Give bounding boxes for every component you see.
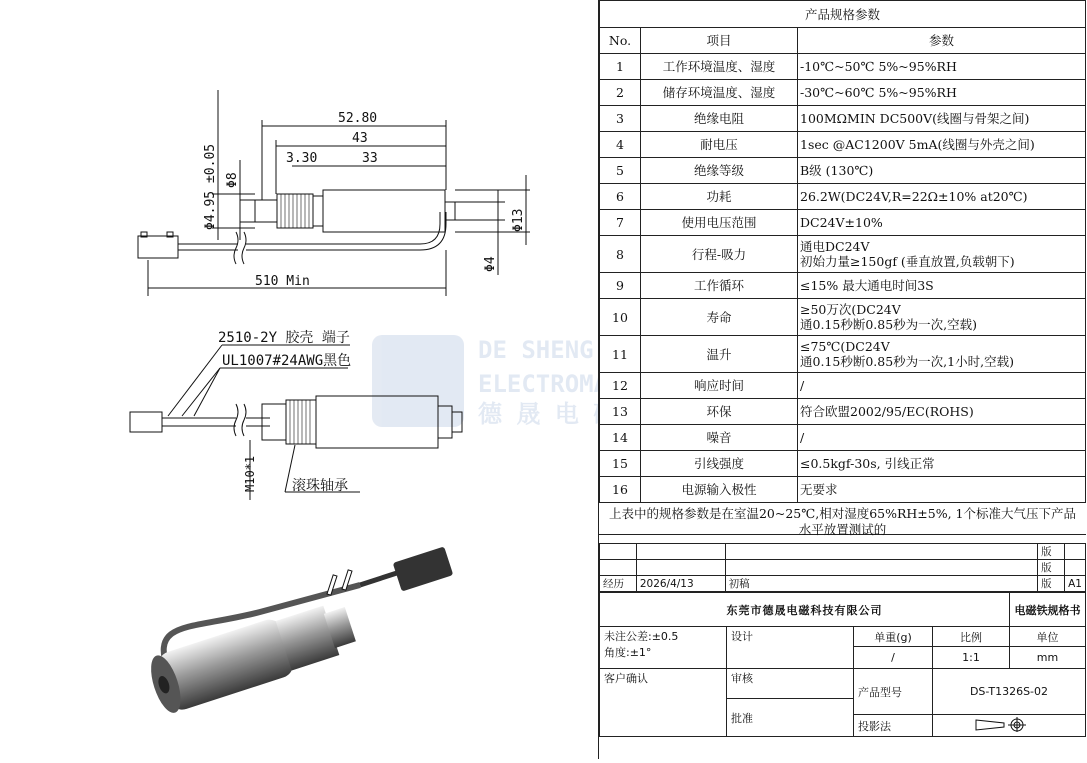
unit-value: mm <box>1010 647 1086 669</box>
spec-row-value-line2: 通0.15秒断0.85秒为一次,1小时,空载) <box>800 354 1014 369</box>
spec-row <box>600 210 1086 236</box>
spec-row <box>600 336 1086 373</box>
spec-row <box>600 80 1086 106</box>
spec-row <box>600 399 1086 425</box>
spec-row-value <box>798 477 1086 503</box>
spec-row-value-line: 通电DC24V <box>800 239 870 254</box>
scale-value: 1:1 <box>933 647 1010 669</box>
rev-ban-2: 版 <box>1038 560 1065 576</box>
bearing-callout: 滚珠轴承 <box>292 478 348 494</box>
dim-left-dia: Φ4.95 ±0.05 <box>203 143 218 230</box>
spec-row <box>600 451 1086 477</box>
spec-row-value <box>798 54 1086 80</box>
spec-row-no: 2 <box>600 80 641 106</box>
dim-33: 33 <box>362 151 378 166</box>
dim-shaft-dia: Φ8 <box>225 172 240 188</box>
customer-label: 客户确认 <box>600 669 727 737</box>
spec-row-item: 工作环境温度、湿度 <box>641 54 798 80</box>
model-value: DS-T1326S-02 <box>933 669 1086 715</box>
spec-sheet <box>598 0 1086 759</box>
spec-row-value-line: ≤75℃(DC24V <box>800 339 890 354</box>
spec-row-item: 行程-吸力 <box>641 236 798 273</box>
spec-row-value-line2: 通0.15秒断0.85秒为一次,空载) <box>800 317 978 332</box>
spec-row-value-line: / <box>800 378 805 393</box>
spec-note: 上表中的规格参数是在室温20~25℃,相对湿度65%RH±5%, 1个标准大气压下产品水平放置测试的 <box>599 503 1086 535</box>
rev-ban-3: 版 <box>1038 576 1065 592</box>
spec-row-value <box>798 158 1086 184</box>
connector-shape <box>138 236 178 258</box>
spec-row-no: 3 <box>600 106 641 132</box>
design-label: 设计 <box>727 627 854 669</box>
dim-43: 43 <box>352 131 368 146</box>
review-label: 审核 <box>727 669 854 699</box>
spec-row-no: 9 <box>600 273 641 299</box>
weight-label: 单重(g) <box>854 627 933 647</box>
spec-row-value-line: -30℃~60℃ 5%~95%RH <box>800 85 957 100</box>
header-param: 参数 <box>798 28 1086 54</box>
header-item: 项目 <box>641 28 798 54</box>
svg-text:DE SHENG: DE SHENG <box>478 336 594 364</box>
doc-title: 电磁铁规格书 <box>1010 593 1086 627</box>
dim-overall: 52.80 <box>338 111 378 126</box>
spec-row-value <box>798 273 1086 299</box>
spec-row-value-line: 符合欧盟2002/95/EC(ROHS) <box>800 404 974 419</box>
spec-row-value <box>798 373 1086 399</box>
angle-text: 角度:±1° <box>604 646 652 659</box>
projection-symbol <box>933 715 1086 737</box>
spec-row-value-line: DC24V±10% <box>800 215 883 230</box>
spec-row-item: 寿命 <box>641 299 798 336</box>
spec-row-value-line: ≥50万次(DC24V <box>800 302 901 317</box>
spec-row-value-line: 1sec @AC1200V 5mA(线圈与外壳之间) <box>800 137 1035 152</box>
rev-version: A1 <box>1065 576 1086 592</box>
spec-row-value-line: 26.2W(DC24V,R=22Ω±10% at20℃) <box>800 189 1028 204</box>
spec-row-no: 5 <box>600 158 641 184</box>
spec-row-value-line: ≤0.5kgf-30s, 引线正常 <box>800 456 935 471</box>
dim-offset: 3.30 <box>286 151 318 166</box>
spec-row <box>600 236 1086 273</box>
spec-row-no: 14 <box>600 425 641 451</box>
spec-row-item: 储存环境温度、湿度 <box>641 80 798 106</box>
spec-row-value-line2: 初始力量≥150gf (垂直放置,负载朝下) <box>800 254 1015 269</box>
spec-row-value <box>798 236 1086 273</box>
tolerance-cell <box>600 627 727 669</box>
thread-section <box>277 194 313 228</box>
model-label: 产品型号 <box>854 669 933 715</box>
header-no: No. <box>600 28 641 54</box>
svg-text:德 晟 电 磁: 德 晟 电 <box>478 400 579 428</box>
spec-row-item: 响应时间 <box>641 373 798 399</box>
svg-text:ELECTROMAGNETISM: ELECTROM <box>478 370 594 398</box>
spec-row-item: 噪音 <box>641 425 798 451</box>
spec-row-item: 温升 <box>641 336 798 373</box>
spec-row <box>600 158 1086 184</box>
rev-ban-1: 版 <box>1038 544 1065 560</box>
spec-row-no: 11 <box>600 336 641 373</box>
spec-table <box>599 0 1086 503</box>
spec-row-value <box>798 399 1086 425</box>
spec-row-item: 使用电压范围 <box>641 210 798 236</box>
spec-row-value-line: 100MΩMIN DC500V(线圈与骨架之间) <box>800 111 1030 126</box>
top-view <box>138 90 530 296</box>
spec-row <box>600 132 1086 158</box>
watermark <box>372 335 598 428</box>
tolerance-text: 未注公差:±0.5 <box>604 630 679 643</box>
spec-row-no: 15 <box>600 451 641 477</box>
spec-row-value <box>798 425 1086 451</box>
product-render <box>145 546 453 716</box>
spec-row <box>600 373 1086 399</box>
coil-body <box>323 190 445 232</box>
spec-row <box>600 106 1086 132</box>
spec-row-value <box>798 299 1086 336</box>
spec-row-value <box>798 80 1086 106</box>
spec-row-value <box>798 132 1086 158</box>
spec-row <box>600 54 1086 80</box>
spec-row-value <box>798 210 1086 236</box>
spec-row <box>600 273 1086 299</box>
spec-row-no: 7 <box>600 210 641 236</box>
unit-label: 单位 <box>1010 627 1086 647</box>
spec-row-item: 电源输入极性 <box>641 477 798 503</box>
spec-row-no: 1 <box>600 54 641 80</box>
weight-value: / <box>854 647 933 669</box>
revision-table <box>599 543 1086 592</box>
dim-body-dia: Φ13 <box>511 208 526 232</box>
scale-label: 比例 <box>933 627 1010 647</box>
spec-row-no: 8 <box>600 236 641 273</box>
spec-row-item: 绝缘等级 <box>641 158 798 184</box>
spec-row-item: 绝缘电阻 <box>641 106 798 132</box>
spec-row-no: 10 <box>600 299 641 336</box>
spec-row-no: 13 <box>600 399 641 425</box>
spec-title: 产品规格参数 <box>600 1 1086 28</box>
spec-row <box>600 299 1086 336</box>
title-block <box>599 592 1086 737</box>
spec-row-value <box>798 451 1086 477</box>
spec-row-item: 工作循环 <box>641 273 798 299</box>
dim-lead: 510 Min <box>255 274 310 289</box>
spec-row-item: 功耗 <box>641 184 798 210</box>
spec-row <box>600 184 1086 210</box>
spec-row <box>600 477 1086 503</box>
rev-history-label: 经历 <box>600 576 637 592</box>
approve-label: 批准 <box>727 699 854 737</box>
rev-desc: 初稿 <box>725 576 1038 592</box>
spec-row-no: 16 <box>600 477 641 503</box>
spec-row-value <box>798 184 1086 210</box>
spec-row-value <box>798 106 1086 132</box>
dim-tip-dia: Φ4 <box>483 256 498 272</box>
spec-row <box>600 425 1086 451</box>
spec-row-value-line: / <box>800 430 805 445</box>
spec-row-no: 12 <box>600 373 641 399</box>
spec-row-value-line: 无要求 <box>800 482 838 497</box>
company-name: 东莞市德晟电磁科技有限公司 <box>600 593 1010 627</box>
connector-callout: 2510-2Y 胶壳 端子 <box>218 330 350 346</box>
projection-label: 投影法 <box>854 715 933 737</box>
spec-row-value-line: B级 (130℃) <box>800 163 874 178</box>
thread-callout: M10*1 <box>243 455 257 492</box>
wire-callout: UL1007#24AWG黑色 <box>222 353 352 369</box>
spec-row-item: 耐电压 <box>641 132 798 158</box>
spec-row-value-line: ≤15% 最大通电时间3S <box>800 278 934 293</box>
spec-row-item: 引线强度 <box>641 451 798 477</box>
rev-date: 2026/4/13 <box>636 576 725 592</box>
spec-row-value <box>798 336 1086 373</box>
projection-icon <box>974 716 1044 732</box>
spec-row-no: 6 <box>600 184 641 210</box>
spec-row-value-line: -10℃~50℃ 5%~95%RH <box>800 59 957 74</box>
spec-row-no: 4 <box>600 132 641 158</box>
spec-row-item: 环保 <box>641 399 798 425</box>
